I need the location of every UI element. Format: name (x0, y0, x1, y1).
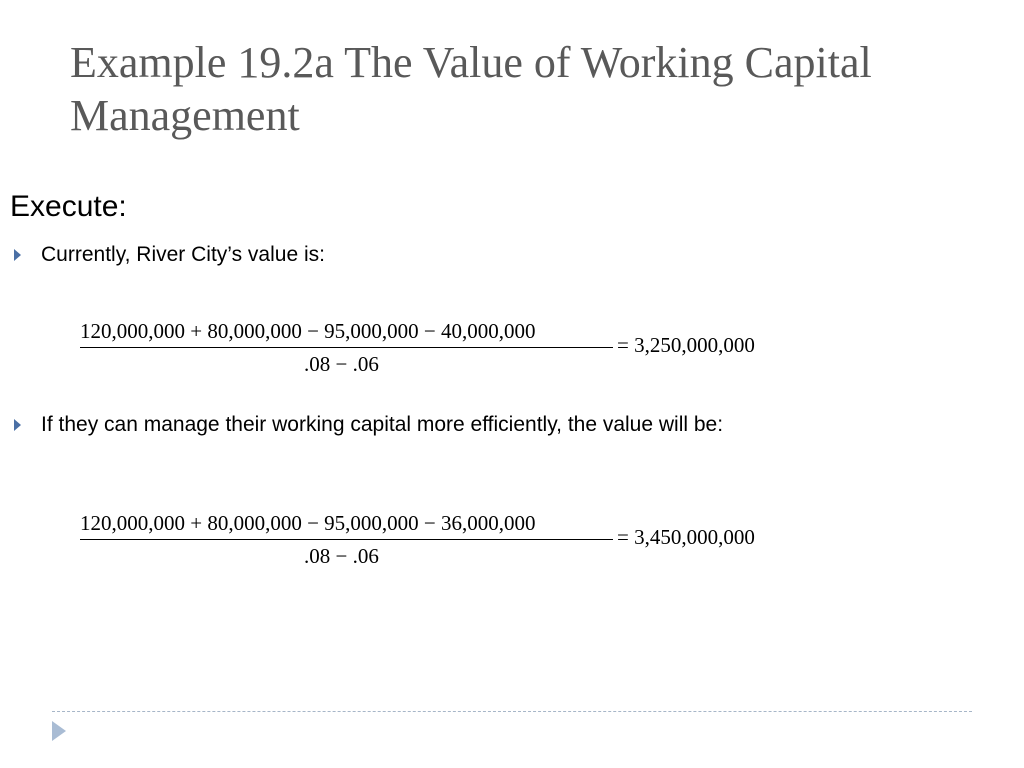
fraction (80, 318, 613, 376)
equation-denominator: .08 − .06 (304, 544, 379, 568)
footer-triangle-icon (52, 721, 66, 741)
slide-title: Example 19.2a The Value of Working Capital Management (70, 38, 872, 140)
bullet-item-improved-value (10, 413, 723, 437)
equation-numerator: 120,000,000 + 80,000,000 − 95,000,000 − 40,000,000 (80, 319, 536, 343)
section-heading: Execute: (10, 190, 127, 223)
equation-result: = 3,450,000,000 (617, 525, 755, 549)
bullet-triangle-icon (14, 419, 21, 431)
footer-divider (52, 711, 972, 712)
equation-result: = 3,250,000,000 (617, 333, 755, 357)
fraction-bar (80, 539, 613, 540)
fraction (80, 510, 613, 568)
bullet-text: If they can manage their working capital more efficiently, the value will be: (41, 413, 724, 436)
bullet-triangle-icon (14, 249, 21, 261)
equation-numerator: 120,000,000 + 80,000,000 − 95,000,000 − 36,000,000 (80, 511, 536, 535)
bullet-item-current-value (10, 243, 325, 267)
fraction-bar (80, 347, 613, 348)
equation-denominator: .08 − .06 (304, 352, 379, 376)
bullet-text: Currently, River City’s value is: (41, 243, 325, 266)
